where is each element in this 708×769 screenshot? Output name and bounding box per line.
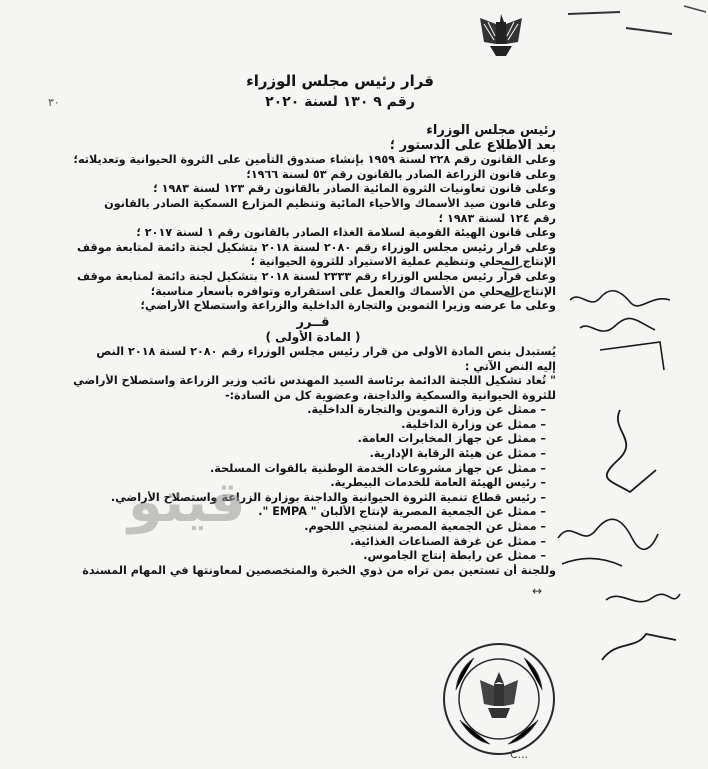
body-line: وعلى قانون صيد الأسماك والأحياء المائية وتنظيم المزارع السمكية الصادر بالقانون: [104, 196, 556, 210]
body-line: وعلى قرار رئيس مجلس الوزراء رقم ٢٣٣٣ لسنة ٢٠١٨ بتشكيل لجنة دائمة لمتابعة موقف: [77, 269, 556, 283]
margin-note: ٣٠: [48, 96, 60, 109]
margin-bracket-marks: [498, 260, 528, 310]
decree-title-line2: رقم ٩ ١٣٠ لسنة ٢٠٢٠: [265, 94, 415, 110]
article-title: ( المادة الأولى ): [265, 330, 361, 345]
handwritten-signature-3: [552, 508, 662, 588]
member-item: – ممثل عن رابطة إنتاج الجاموس.: [70, 549, 556, 564]
body-line: وعلى ما عرضه وزيرا التموين والتجارة الداخلية والزراعة واستصلاح الأراضي؛: [140, 299, 556, 313]
article-line: إليه النص الآتي :: [464, 359, 556, 373]
article-line: " تُعاد تشكيل اللجنة الدائمة برئاسة السيد المهندس نائب وزير الزراعة واستصلاح الأراضي: [73, 374, 556, 388]
decree-title-line1: قرار رئيس مجلس الوزراء: [246, 72, 434, 90]
decree-title: [200, 72, 480, 110]
article-line: يُستبدل بنص المادة الأولى من قرار رئيس مجلس الوزراء رقم ٢٠٨٠ لسنة ٢٠١٨ النص: [96, 344, 556, 358]
margin-arrow-icon: ↔: [532, 584, 543, 598]
body-line: الإنتاج المحلي وتنظيم عملية الاستيراد للثروة الحيوانية ؛: [250, 255, 556, 269]
closing-line: وللجنة أن تستعين بمن تراه من ذوي الخبرة والمتخصصين لمعاونتها في المهام المسندة: [82, 563, 556, 577]
body-line: وعلى قانون الهيئة القومية لسلامة الغذاء الصادر بالقانون رقم ١ لسنة ٢٠١٧ ؛: [136, 226, 556, 240]
member-item: – ممثل عن وزارة الداخلية.: [70, 418, 556, 433]
member-item: – ممثل عن وزارة التموين والتجارة الداخلية.: [70, 403, 556, 418]
member-item: – ممثل عن جهاز المخابرات العامة.: [70, 432, 556, 447]
footer-note: C...: [510, 748, 529, 761]
body-line: وعلى القانون رقم ٢٢٨ لسنة ١٩٥٩ بإنشاء صندوق التأمين على الثروة الحيوانية وتعديلاته؛: [73, 153, 556, 167]
member-item: – ممثل عن الجمعية المصرية لإنتاج الألبان " EMPA ".: [70, 505, 556, 520]
body-line: رئيس مجلس الوزراء: [426, 124, 556, 138]
handwritten-signature-4: [596, 580, 686, 680]
body-line: وعلى قانون تعاونيات الثروة المائية الصادر بالقانون رقم ١٢٣ لسنة ١٩٨٣ ؛: [153, 182, 556, 196]
body-line: وعلى قرار رئيس مجلس الوزراء رقم ٢٠٨٠ لسنة ٢٠١٨ بتشكيل لجنة دائمة لمتابعة موقف: [77, 240, 556, 254]
eagle-emblem-icon: [476, 12, 526, 58]
body-line: وعلى قانون الزراعة الصادر بالقانون رقم ٥٣ لسنة ١٩٦٦؛: [246, 167, 556, 181]
handwritten-signature-2: [590, 400, 660, 500]
article-line: للثروة الحيوانية والسمكية والداجنة، وعضوية كل من السادة:-: [224, 388, 556, 402]
member-item: – رئيس الهيئة العامة للخدمات البيطرية.: [70, 476, 556, 491]
decree-word: قــرر: [296, 315, 330, 330]
member-item: – ممثل عن جهاز مشروعات الخدمة الوطنية بالقوات المسلحة.: [70, 462, 556, 477]
watermark-logo: قيتو: [128, 470, 246, 535]
member-item: – ممثل عن هيئة الرقابة الإدارية.: [70, 447, 556, 462]
body-line: بعد الاطلاع على الدستور ؛: [389, 138, 556, 153]
member-item: – ممثل عن غرفة الصناعات الغذائية.: [70, 535, 556, 550]
official-seal: [438, 640, 560, 758]
body-line: الإنتاج المحلي من الأسماك والعمل على استقراره وتوافره بأسعار مناسبة؛: [150, 284, 556, 298]
top-right-marks: [560, 2, 708, 44]
member-item: – رئيس قطاع تنمية الثروة الحيوانية والداجنة بوزارة الزراعة واستصلاح الأراضي.: [70, 491, 556, 506]
handwritten-signature-1: [560, 280, 680, 380]
member-item: – ممثل عن الجمعية المصرية لمنتجي اللحوم.: [70, 520, 556, 535]
body-line: رقم ١٢٤ لسنة ١٩٨٣ ؛: [438, 211, 556, 225]
